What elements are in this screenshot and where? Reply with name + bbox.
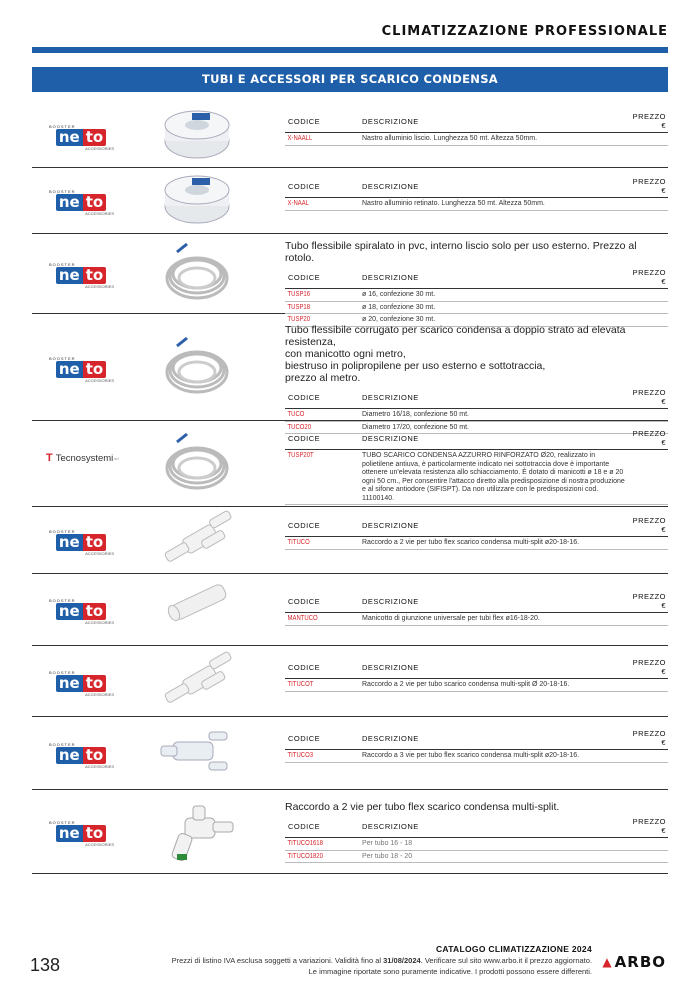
footer-notes	[172, 944, 592, 977]
product-code: TITUCO3	[285, 750, 348, 763]
product-code: TUCO20	[285, 421, 348, 434]
col-price: PREZZO €	[628, 729, 668, 750]
col-code: CODICE	[285, 658, 359, 679]
col-price: PREZZO €	[628, 388, 668, 409]
product-code: X-NAALL	[285, 133, 348, 146]
product-description: ø 16, confezione 30 mt.	[359, 289, 628, 302]
col-code: CODICE	[285, 268, 359, 289]
product-description: ø 18, confezione 30 mt.	[359, 301, 628, 314]
product-price	[628, 613, 668, 626]
col-price: PREZZO €	[628, 177, 668, 198]
product-image	[157, 722, 247, 787]
footer-line-1: Prezzi di listino IVA esclusa soggetti a variazioni. Validità fino al 31/08/2024. Verificare sul sito www.arbo.it il prezzo aggiornato.	[171, 956, 592, 965]
product-table	[285, 429, 668, 505]
col-code: CODICE	[285, 177, 359, 198]
product-row	[32, 717, 668, 790]
product-price	[628, 679, 668, 692]
nexto-logo: BOOSTER ne to ACCESSORIES	[49, 820, 114, 847]
product-image	[157, 336, 247, 407]
col-description: DESCRIZIONE	[359, 729, 628, 750]
col-description: DESCRIZIONE	[359, 112, 628, 133]
nexto-logo: BOOSTER ne to ACCESSORIES	[49, 528, 114, 556]
product-code: TITUCO	[285, 537, 348, 550]
col-description: DESCRIZIONE	[359, 592, 628, 613]
header-bar	[32, 47, 668, 53]
nexto-logo: BOOSTER ne to ACCESSORIES	[49, 355, 114, 383]
product-description: Per tubo 16 - 18	[359, 838, 628, 851]
product-row	[32, 574, 668, 646]
product-description: Diametro 17/20, confezione 50 mt.	[359, 421, 628, 434]
product-image	[157, 650, 247, 715]
product-price	[628, 838, 668, 851]
col-price: PREZZO €	[628, 112, 668, 133]
table-row	[285, 613, 668, 626]
product-code: TITUCO1820	[285, 850, 348, 863]
col-description: DESCRIZIONE	[359, 388, 628, 409]
product-image	[157, 800, 247, 871]
table-row	[285, 850, 668, 863]
table-row	[285, 289, 668, 302]
col-description: DESCRIZIONE	[359, 429, 628, 450]
product-table	[285, 516, 668, 550]
header-title: CLIMATIZZAZIONE PROFESSIONALE	[381, 24, 668, 39]
page-number: 138	[30, 955, 61, 975]
table-row	[285, 838, 668, 851]
nexto-logo: BOOSTER ne to ACCESSORIES	[49, 262, 114, 289]
product-table	[285, 817, 668, 863]
product-table	[285, 112, 668, 146]
col-description: DESCRIZIONE	[359, 268, 628, 289]
product-description: Diametro 16/18, confezione 50 mt.	[359, 409, 628, 422]
nexto-logo: BOOSTER ne to ACCESSORIES	[49, 598, 114, 625]
product-image	[157, 242, 247, 313]
table-row	[285, 198, 668, 211]
arbo-logo: ▲ ARBO	[602, 953, 666, 971]
product-table	[285, 177, 668, 211]
table-row	[285, 679, 668, 692]
product-description: TUBO SCARICO CONDENSA AZZURRO RINFORZATO Ø20, realizzato in polietilene antiuva, è particolarmente indicato nei sottotraccia dove è importante ottenere un'elevata resistenza allo schiacciamento. È dotato di manicotti ø 18 e ø 20 ogni 50 cm., Per consentire l'attacco diretto alla predisposizione di nostra produzione e al sifone antiodore (SIFISPT). Da non utilizzare con le predisposizioni cod. 11100140.	[359, 450, 628, 505]
product-description: Per tubo 18 - 20	[359, 850, 628, 863]
col-code: CODICE	[285, 817, 359, 838]
product-code: TITUCOT	[285, 679, 348, 692]
product-image	[157, 432, 247, 503]
product-code: TUCO	[285, 409, 348, 422]
col-price: PREZZO €	[628, 592, 668, 613]
col-description: DESCRIZIONE	[359, 658, 628, 679]
product-code: TUSP16	[285, 289, 348, 302]
product-price	[628, 850, 668, 863]
product-image	[157, 105, 247, 170]
footer-line-2: Le immagine riportate sono puramente indicative. I prodotti possono essere differenti.	[308, 967, 592, 976]
tecnosystemi-logo: T Tecnosystemi srl	[46, 452, 119, 464]
nexto-logo: BOOSTER ne to ACCESSORIES	[49, 123, 114, 151]
product-image	[157, 170, 247, 235]
col-code: CODICE	[285, 429, 359, 450]
table-row	[285, 750, 668, 763]
product-row	[32, 421, 668, 507]
flame-icon: ▲	[602, 955, 613, 969]
product-heading: Tubo flessibile spiralato in pvc, interno liscio solo per uso esterno. Prezzo al rotolo.	[285, 240, 637, 264]
product-code: TUSP20T	[285, 450, 348, 505]
col-code: CODICE	[285, 729, 359, 750]
col-description: DESCRIZIONE	[359, 516, 628, 537]
col-code: CODICE	[285, 388, 359, 409]
product-description: Manicotto di giunzione universale per tubi flex ø16-18-20.	[359, 613, 628, 626]
product-price	[628, 301, 668, 314]
product-row	[32, 790, 668, 874]
nexto-logo: BOOSTER ne to ACCESSORIES	[49, 741, 114, 769]
col-price: PREZZO €	[628, 817, 668, 838]
col-code: CODICE	[285, 516, 359, 537]
product-code: MANTUCO	[285, 613, 348, 626]
product-table	[285, 729, 668, 763]
product-code: TUSP18	[285, 301, 348, 314]
product-code: X-NAAL	[285, 198, 348, 211]
table-row	[285, 537, 668, 550]
col-code: CODICE	[285, 112, 359, 133]
col-description: DESCRIZIONE	[359, 177, 628, 198]
product-row	[32, 103, 668, 168]
product-price	[628, 289, 668, 302]
section-title: TUBI E ACCESSORI PER SCARICO CONDENSA	[32, 67, 668, 92]
col-price: PREZZO €	[628, 516, 668, 537]
product-row	[32, 646, 668, 717]
product-row	[32, 507, 668, 574]
product-row	[32, 168, 668, 234]
product-code: TITUCO1618	[285, 838, 348, 851]
product-heading: Raccordo a 2 vie per tubo flex scarico condensa multi-split.	[285, 801, 560, 813]
product-row	[32, 314, 668, 431]
table-row	[285, 450, 668, 505]
nexto-logo: BOOSTER ne to ACCESSORIES	[49, 669, 114, 697]
product-price	[628, 133, 668, 146]
product-price	[628, 750, 668, 763]
table-row	[285, 301, 668, 314]
product-heading: Tubo flessibile corrugato per scarico condensa a doppio strato ad elevata resistenza, con manicotto ogni metro, biestruso in polipropilene per uso esterno e sottotraccia, prezzo al metro.	[285, 324, 626, 384]
col-description: DESCRIZIONE	[359, 817, 628, 838]
table-row	[285, 409, 668, 422]
product-description: Raccordo a 2 vie per tubo flex scarico condensa multi-split ø20-18-16.	[359, 537, 628, 550]
product-description: Nastro alluminio liscio. Lunghezza 50 mt. Altezza 50mm.	[359, 133, 628, 146]
product-description: Raccordo a 3 vie per tubo flex scarico condensa multi-split ø20-18-16.	[359, 750, 628, 763]
product-table	[285, 592, 668, 626]
table-row	[285, 133, 668, 146]
col-price: PREZZO €	[628, 658, 668, 679]
product-price	[628, 450, 668, 505]
product-description: Nastro alluminio retinato. Lunghezza 50 mt. Altezza 50mm.	[359, 198, 628, 211]
nexto-logo: BOOSTER ne to ACCESSORIES	[49, 189, 114, 216]
product-price	[628, 409, 668, 422]
product-description: ø 20, confezione 30 mt.	[359, 314, 628, 327]
product-price	[628, 537, 668, 550]
product-code: TUSP20	[285, 314, 348, 327]
product-price	[628, 198, 668, 211]
col-code: CODICE	[285, 592, 359, 613]
col-price: PREZZO €	[628, 268, 668, 289]
product-image	[157, 509, 247, 574]
product-row	[32, 234, 668, 323]
catalog-name: CATALOGO CLIMATIZZAZIONE 2024	[435, 944, 592, 954]
product-description: Raccordo a 2 vie per tubo scarico condensa multi-split Ø 20-18-16.	[359, 679, 628, 692]
product-table	[285, 658, 668, 692]
product-image	[157, 578, 247, 633]
col-price: PREZZO €	[628, 429, 668, 450]
